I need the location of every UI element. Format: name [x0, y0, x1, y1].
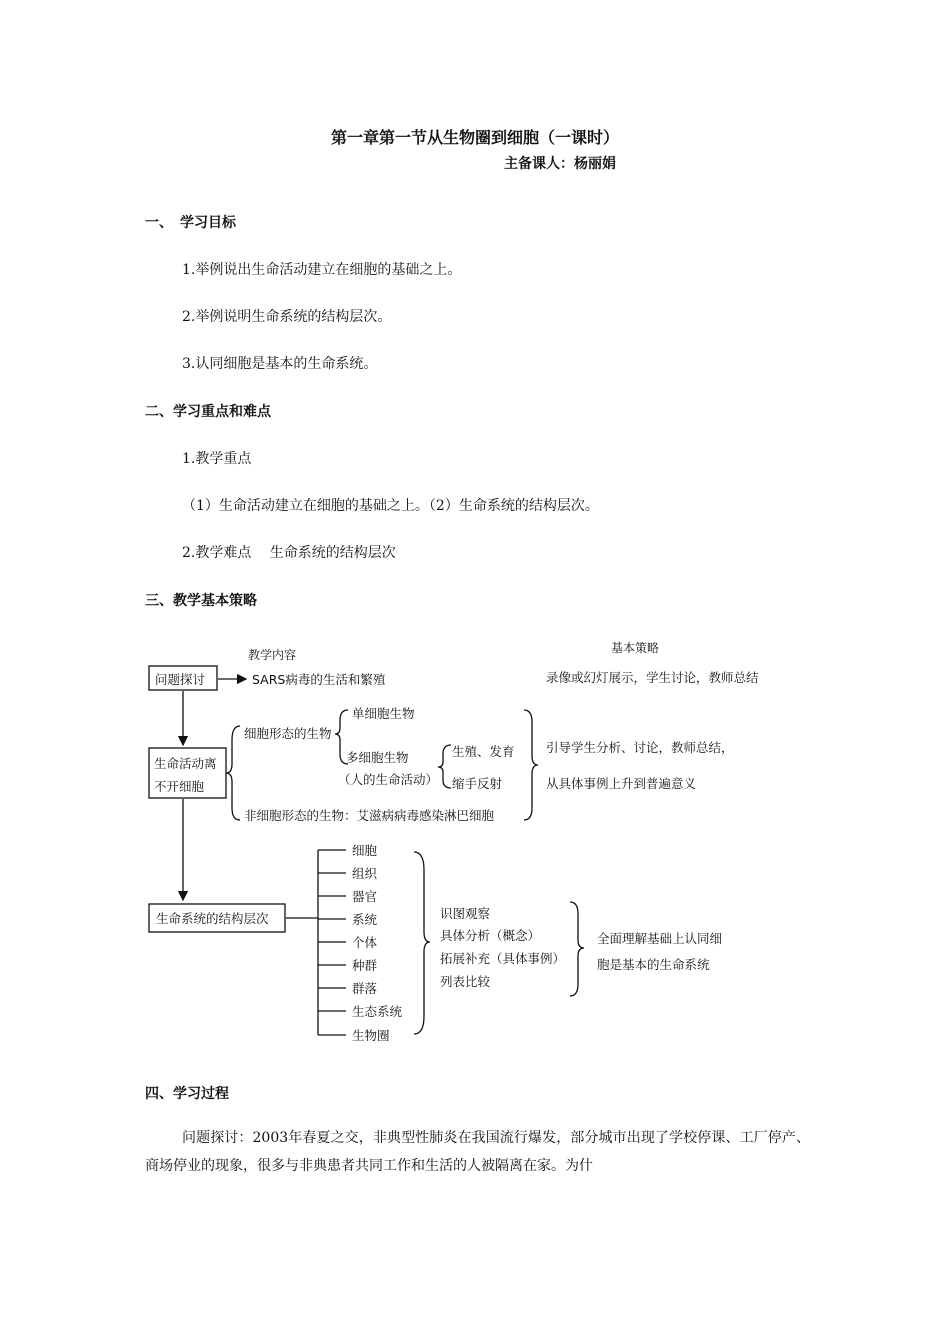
noncellular-organisms: 非细胞形态的生物：艾滋病病毒感染淋巴细胞: [244, 808, 495, 823]
level-item: 群落: [352, 981, 378, 996]
level-item: 组织: [352, 866, 378, 881]
box-problem-label: 问题探讨: [155, 672, 206, 687]
difficulty-text: 2.教学难点 生命系统的结构层次: [182, 545, 396, 561]
focus-label: 1.教学重点: [182, 451, 252, 467]
conclusion-line1: 全面理解基础上认同细: [597, 931, 723, 946]
method-item: 识图观察: [440, 906, 491, 921]
diagram-header-strategy: 基本策略: [611, 641, 660, 655]
level-item: 细胞: [352, 843, 378, 858]
level-item: 个体: [352, 935, 378, 950]
section-heading-process: 四、学习过程: [145, 1086, 229, 1102]
section-heading-focus: 二、学习重点和难点: [145, 404, 271, 420]
page-title: 第一章第一节从生物圈到细胞（一课时）: [330, 128, 619, 147]
conclusion-line2: 胞是基本的生命系统: [597, 957, 710, 972]
section-heading-strategy: 三、教学基本策略: [145, 593, 257, 609]
focus-text: （1）生命活动建立在细胞的基础之上。（2）生命系统的结构层次。: [182, 498, 599, 514]
level-item: 生物圈: [352, 1028, 390, 1043]
diagram-header-content: 教学内容: [248, 648, 297, 662]
strategy-row2-line1: 引导学生分析、讨论，教师总结，: [546, 740, 734, 755]
unicellular: 单细胞生物: [352, 706, 415, 721]
box-life-line1: 生命活动离: [154, 756, 217, 771]
strategy-row2-line2: 从具体事例上升到普遍意义: [546, 776, 697, 791]
strategy-row1: 录像或幻灯展示，学生讨论，教师总结: [546, 670, 759, 685]
human-activity: （人的生命活动）: [338, 772, 439, 787]
process-paragraph: 问题探讨：2003年春夏之交，非典型性肺炎在我国流行爆发，部分城市出现了学校停课、工厂停产、商场停业的现象，很多与非典患者共同工作和生活的人被隔离在家。为什: [145, 1130, 810, 1174]
objective-item: 1.举例说出生命活动建立在细胞的基础之上。: [182, 262, 462, 278]
growth-development: 生殖、发育: [452, 744, 515, 759]
method-item: 具体分析（概念）: [440, 928, 541, 943]
cellular-organisms: 细胞形态的生物: [244, 726, 332, 741]
level-item: 器官: [352, 889, 378, 904]
method-item: 拓展补充（具体事例）: [440, 951, 566, 966]
objective-item: 3.认同细胞是基本的生命系统。: [182, 356, 378, 372]
level-item: 系统: [352, 912, 378, 927]
box-structure-label: 生命系统的结构层次: [156, 911, 269, 926]
author-line: 主备课人：杨丽娟: [504, 156, 616, 172]
objective-item: 2.举例说明生命系统的结构层次。: [182, 309, 392, 325]
box-life-line2: 不开细胞: [154, 779, 205, 794]
reflex: 缩手反射: [452, 776, 503, 791]
sars-content: SARS病毒的生活和繁殖: [252, 672, 386, 687]
section-heading-objectives: 一、 学习目标: [145, 215, 236, 231]
multicellular: 多细胞生物: [346, 750, 409, 765]
level-item: 种群: [352, 958, 378, 973]
level-item: 生态系统: [352, 1004, 403, 1019]
method-item: 列表比较: [440, 974, 491, 989]
